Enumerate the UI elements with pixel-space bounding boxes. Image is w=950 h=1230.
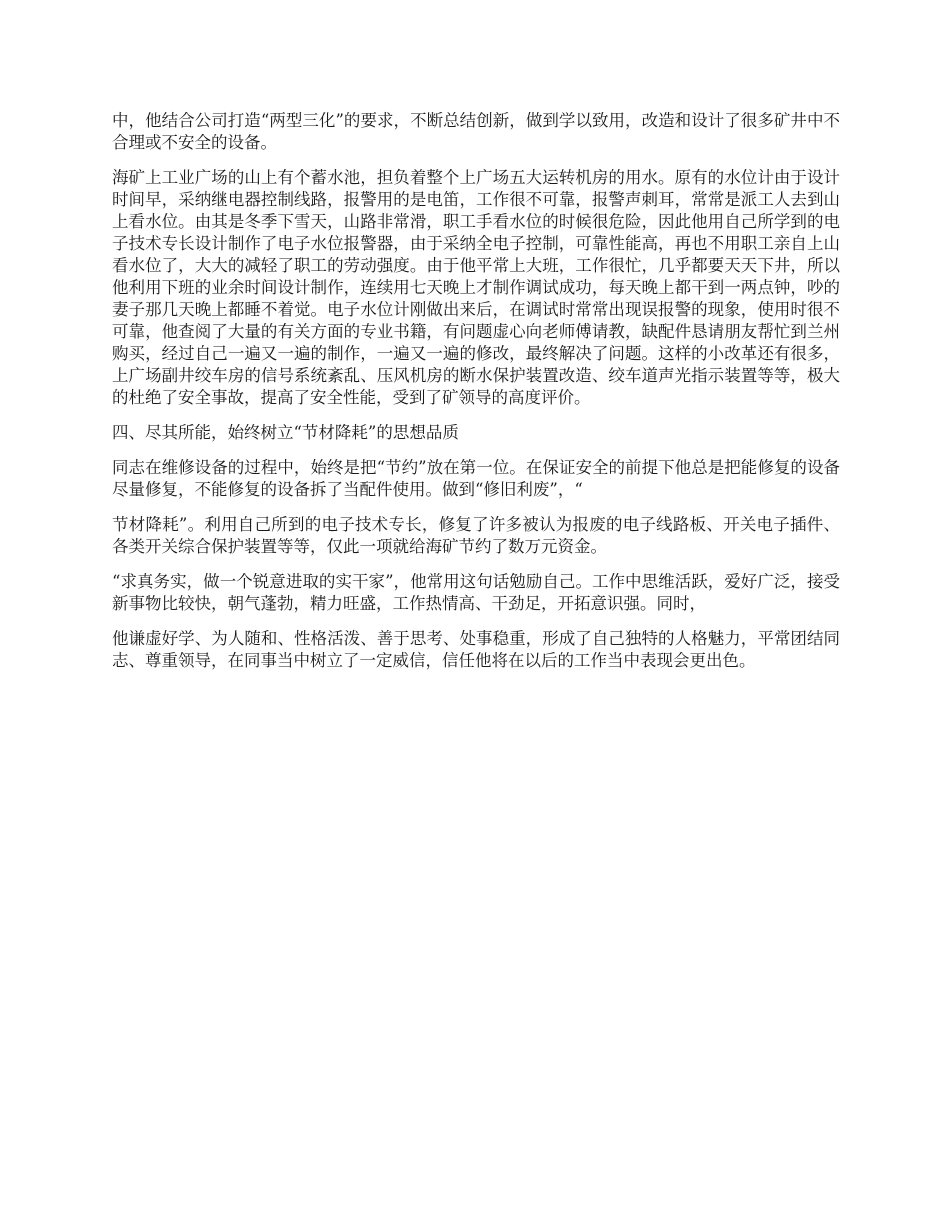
paragraph-3: 同志在维修设备的过程中，始终是把“节约”放在第一位。在保证安全的前提下他总是把能修复的设备尽量修复，不能修复的设备拆了当配件使用。做到“修旧利废”，“ bbox=[112, 458, 840, 499]
paragraph-6: 他谦虚好学、为人随和、性格活泼、善于思考、处事稳重，形成了自己独特的人格魅力，平常团结同志、尊重领导，在同事当中树立了一定威信，信任他将在以后的工作当中表现会更出色。 bbox=[112, 629, 840, 670]
document-body bbox=[112, 110, 840, 685]
paragraph-1: 中，他结合公司打造“两型三化”的要求，不断总结创新，做到学以致用，改造和设计了很多矿井中不合理或不安全的设备。 bbox=[112, 111, 840, 152]
section-heading: 四、尽其所能，始终树立“节材降耗”的思想品质 bbox=[112, 423, 459, 442]
paragraph-5: “求真务实，做一个锐意进取的实干家”，他常用这句话勉励自己。工作中思维活跃，爱好广泛，接受新事物比较快，朝气蓬勃，精力旺盛，工作热情高、干劲足，开拓意识强。同时， bbox=[112, 572, 840, 613]
paragraph-4: 节材降耗”。利用自己所到的电子技术专长，修复了许多被认为报废的电子线路板、开关电子插件、各类开关综合保护装置等等，仅此一项就给海矿节约了数万元资金。 bbox=[112, 515, 840, 556]
paragraph-2: 海矿上工业广场的山上有个蓄水池，担负着整个上广场五大运转机房的用水。原有的水位计由于设计时间早，采纳继电器控制线路，报警用的是电笛，工作很不可靠，报警声刺耳，常常是派工人去到山上看水位。由其是冬季下雪天，山路非常滑，职工手看水位的时候很危险，因此他用自己所学到的电子技术专长设计制作了电子水位报警器，由于采纳全电子控制，可靠性能高，再也不用职工亲自上山看水位了，大大的减轻了职工的劳动强度。由于他平常上大班，工作很忙，几乎都要天天下井，所以他利用下班的业余时间设计制作，连续用七天晚上才制作调试成功，每天晚上都干到一两点钟，吵的妻子那几天晚上都睡不着觉。电子水位计刚做出来后，在调试时常常出现误报警的现象，使用时很不可靠，他查阅了大量的有关方面的专业书籍，有问题虚心向老师傅请教，缺配件恳请朋友帮忙到兰州购买，经过自己一遍又一遍的制作，一遍又一遍的修改，最终解决了问题。这样的小改革还有很多，上广场副井绞车房的信号系统紊乱、压风机房的断水保护装置改造、绞车道声光指示装置等等，极大的杜绝了安全事故，提高了安全性能，受到了矿领导的高度评价。 bbox=[112, 168, 840, 407]
